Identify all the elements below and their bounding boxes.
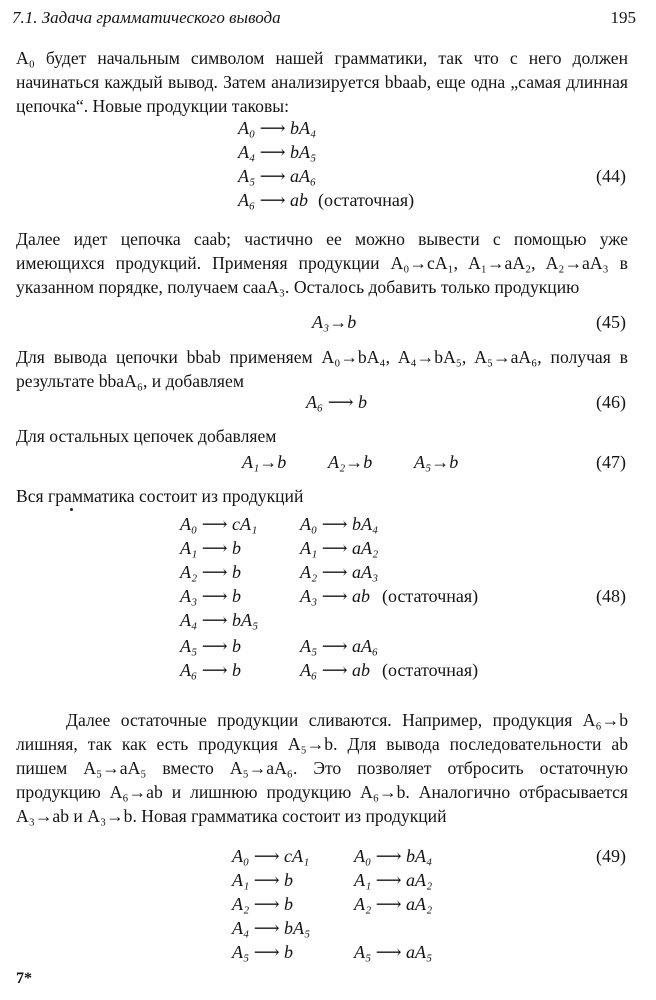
production-47-2: A₂→b [328,452,373,472]
paragraph-3: Для вывода цепочки bbab применяем A₀→bA₄, A₄→bA₅, A₅→aA₆, получая в результате bbaA₆, и добавляем [16,347,628,391]
production-46: A₆ ⟶ b [306,392,368,412]
production-48-l6: A₅ ⟶ b [180,636,242,656]
signature-mark: 7* [16,970,32,987]
production-48-l5: A₄ ⟶ bA₅ [180,610,259,630]
residual-note-48b: (остаточная) [382,660,479,680]
paragraph-5: Вся грамматика состоит из продукций [16,486,304,506]
production-48-l7: A₆ ⟶ b [180,660,242,680]
production-49-r1: A₀ ⟶ bA₄ [354,846,433,866]
production-44-1: A₀ ⟶ bA₄ [238,118,317,138]
page-number: 195 [610,8,636,27]
equation-number-49: (49) [596,846,626,866]
production-49-r2: A₁ ⟶ aA₂ [354,870,433,890]
production-48-l1: A₀ ⟶ cA₁ [180,514,258,534]
paragraph-2: Далее идет цепочка caab; частично ее можно вывести с помощью уже имеющихся продукций. Применяя продукции A₀→cA₁, A₁→aA₂, A₂→aA₃ в указанном порядке, получаем caaA₃. Осталось добавить только продукцию [16,229,628,297]
residual-note-48a: (остаточная) [382,586,479,606]
production-47-3: A₅→b [414,452,459,472]
equation-number-48: (48) [596,586,626,606]
production-48-r2: A₁ ⟶ aA₂ [300,538,379,558]
production-49-l3: A₂ ⟶ b [232,894,294,914]
running-header [12,8,636,30]
equation-number-45: (45) [596,312,626,332]
paragraph-1: A₀ будет начальным символом нашей грамматики, так что с него должен начинаться каждый вывод. Затем анализируется bbaab, еще одна „самая длинная цепочка“. Новые продукции таковы: [16,48,628,116]
production-48-l2: A₁ ⟶ b [180,538,242,558]
production-49-l5: A₅ ⟶ b [232,942,294,962]
production-48-r4: A₃ ⟶ ab [300,586,371,606]
production-49-r4: A₅ ⟶ aA₅ [354,942,433,962]
equation-number-44: (44) [596,166,626,186]
paragraph-4: Для остальных цепочек добавляем [16,426,277,446]
production-48-r1: A₀ ⟶ bA₄ [300,514,379,534]
production-44-2: A₄ ⟶ bA₅ [238,142,317,162]
production-44-3: A₅ ⟶ aA₆ [238,166,317,186]
production-47-1: A₁→b [242,452,287,472]
production-44-4: A₆ ⟶ ab [238,190,309,210]
production-49-l4: A₄ ⟶ bA₅ [232,918,311,938]
production-49-l2: A₁ ⟶ b [232,870,294,890]
production-48-l4: A₃ ⟶ b [180,586,242,606]
production-48-l3: A₂ ⟶ b [180,562,242,582]
production-45: A₃→b [312,312,357,332]
equation-number-47: (47) [596,452,626,472]
equation-number-46: (46) [596,392,626,412]
paragraph-6: Далее остаточные продукции сливаются. Например, продукция A₆→b лишняя, так как есть продукция A₅→b. Для вывода последовательности ab пишем A₅→aA₅ вместо A₅→aA₆. Это позволяет отбросить остаточную продукцию A₆→ab и лишнюю продукцию A₆→b. Аналогично отбрасывается A₃→ab и A₃→b. Новая грамматика состоит из продукций [16,710,628,826]
chapter-title: 7.1. Задача грамматического вывода [12,8,281,27]
production-48-r6: A₆ ⟶ ab [300,660,371,680]
production-49-l1: A₀ ⟶ cA₁ [232,846,310,866]
residual-note-44: (остаточная) [318,190,415,210]
print-speck [70,508,73,511]
production-48-r5: A₅ ⟶ aA₆ [300,636,379,656]
production-48-r3: A₂ ⟶ aA₃ [300,562,379,582]
production-49-r3: A₂ ⟶ aA₂ [354,894,433,914]
